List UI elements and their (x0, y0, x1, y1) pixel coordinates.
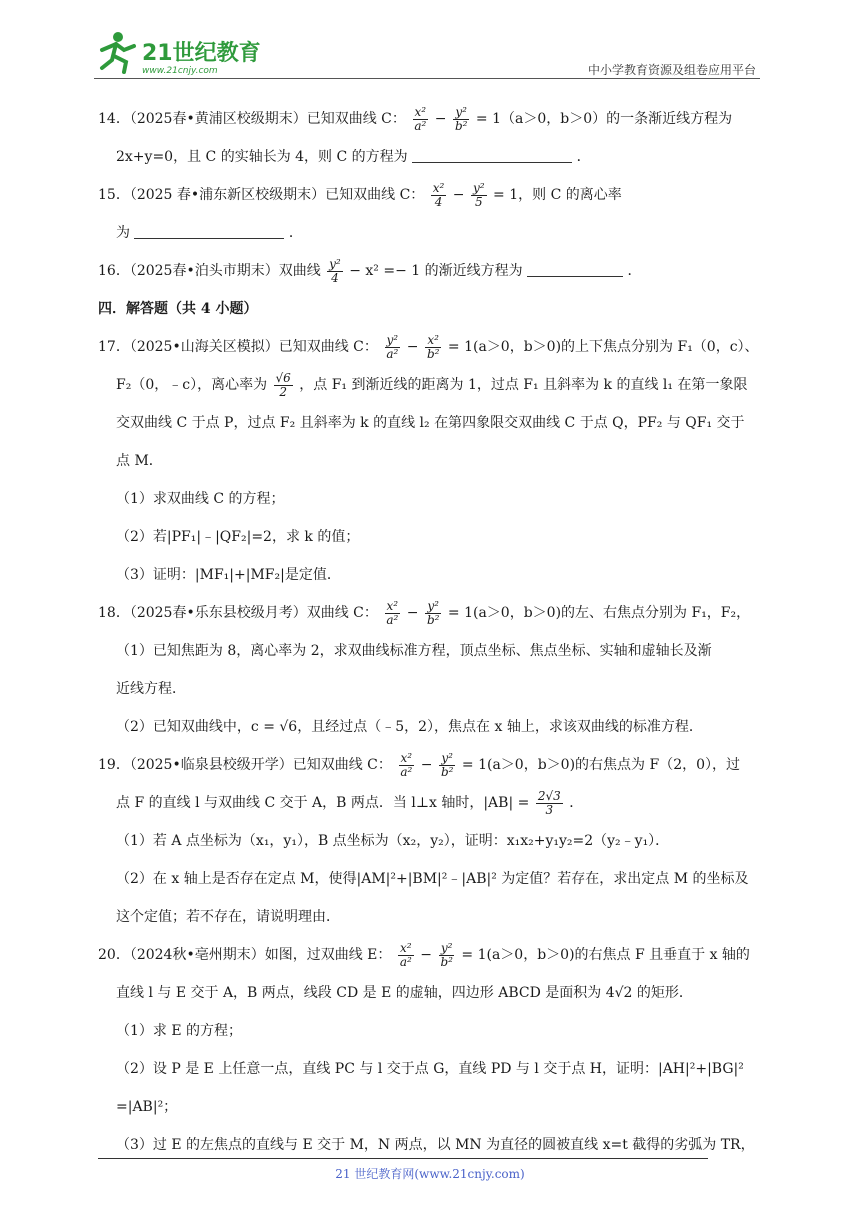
platform-label: 中小学教育资源及组卷应用平台 (587, 63, 756, 77)
question-19-cont: 点 F 的直线 l 与双曲线 C 交于 A，B 两点．当 l⊥x 轴时，|AB| = $\frac{2√3}{3}$ ． (116, 788, 584, 817)
sub-question: （1）求 E 的方程； (116, 1023, 243, 1039)
site-logo (94, 28, 264, 76)
sub-question: （3）过 E 的左焦点的直线与 E 交于 M，N 两点，以 MN 为直径的圆被直线 x=t 截得的劣弧为 TR， (116, 1137, 755, 1153)
question-20: 20．（2024秋•亳州期末）如图，过双曲线 E： $\frac{\text{x²}}{\text{a²}}$ − $\frac{\text{y²}}{\text{b²}}$ = 1(a＞0，b＞0)的右焦点 F 且垂直于 x 轴的 (98, 940, 750, 969)
section-heading: 四．解答题（共 4 小题） (98, 301, 258, 317)
question-14-cont: 2x+y=0，且 C 的实轴长为 4，则 C 的方程为 ． (116, 149, 591, 165)
question-14: 14．（2025春•黄浦区校级期末）已知双曲线 C： $\frac{\text{x²}}{\text{a²}}$ − $\frac{\text{y²}}{\text{b²}}$ = 1（a＞0，b＞0）的一条渐近线方程为 (98, 104, 733, 133)
fraction: $\frac{\text{x²}}{\text{b²}}$ (426, 332, 440, 361)
fraction: $\frac{\text{y²}}{4}$ (329, 256, 341, 285)
fraction: $\frac{\text{x²}}{4}$ (432, 180, 445, 209)
sub-question: （1）若 A 点坐标为（x₁，y₁），B 点坐标为（x₂，y₂），证明：x₁x₂+y₁y₂=2（y₂﹣y₁）． (116, 833, 670, 849)
header-divider (94, 78, 760, 79)
fraction: $\frac{\text{y²}}{\text{b²}}$ (440, 750, 454, 779)
fraction: $\frac{\text{y²}}{\text{b²}}$ (440, 940, 453, 969)
sub-question: （2）设 P 是 E 上任意一点，直线 PC 与 l 交于点 G，直线 PD 与 l 交于点 H，证明：|AH|²+|BG|² (116, 1061, 744, 1077)
fraction: $\frac{\text{x²}}{\text{a²}}$ (399, 940, 412, 969)
question-17: 17．（2025•山海关区模拟）已知双曲线 C： $\frac{\text{y²}}{\text{a²}}$ − $\frac{\text{x²}}{\text{b²}}$ = 1(a＞0，b＞0)的上下焦点分别为 F₁（0，c）、 (98, 332, 759, 361)
sub-question-cont: =|AB|²； (116, 1099, 178, 1115)
question-15-cont: 为 ． (116, 225, 303, 241)
question-15: 15．（2025 春•浦东新区校级期末）已知双曲线 C： $\frac{\text{x²}}{4}$ − $\frac{\text{y²}}{5}$ = 1，则 C 的离心率 (98, 180, 622, 209)
sub-question-cont: 这个定值；若不存在，请说明理由． (116, 909, 340, 925)
svg-text:21世纪教育: 21世纪教育 (142, 41, 261, 66)
question-17-cont: 点 M． (116, 453, 163, 469)
fraction: $\frac{\text{y²}}{\text{b²}}$ (454, 104, 468, 133)
sub-question: （1）已知焦距为 8，离心率为 2，求双曲线标准方程，顶点坐标、焦点坐标、实轴和虚轴长及渐 (116, 643, 712, 659)
page-footer: 21 世纪教育网(www.21cnjy.com) (335, 1167, 525, 1181)
sub-question: （2）已知双曲线中，c = √6，且经过点（﹣5，2），焦点在 x 轴上，求该双曲线的标准方程． (116, 719, 703, 735)
sub-question-cont: 近线方程． (116, 681, 186, 697)
question-16: 16．（2025春•泊头市期末）双曲线 $\frac{\text{y²}}{4}$ − x² =− 1 的渐近线方程为 ． (98, 256, 642, 285)
fraction: $\frac{\text{x²}}{\text{a²}}$ (414, 104, 427, 133)
page-header (94, 28, 760, 78)
fraction: $\frac{\text{y²}}{\text{a²}}$ (386, 332, 399, 361)
answer-blank[interactable] (134, 224, 284, 239)
sub-question: （2）若|PF₁|﹣|QF₂|=2，求 k 的值； (116, 529, 360, 545)
answer-blank[interactable] (412, 148, 572, 163)
question-17-cont: F₂（0，﹣c），离心率为 $\frac{√6}{2}$ ，点 F₁ 到渐近线的距离为 1，过点 F₁ 且斜率为 k 的直线 l₁ 在第一象限 (116, 370, 748, 399)
fraction: $\frac{2√3}{3}$ (537, 788, 561, 817)
runner-icon (102, 32, 134, 72)
fraction: $\frac{\text{x²}}{\text{a²}}$ (400, 750, 413, 779)
svg-text:www.21cnjy.com: www.21cnjy.com (142, 66, 218, 76)
fraction: $\frac{\text{x²}}{\text{a²}}$ (386, 598, 399, 627)
sub-question: （3）证明：|MF₁|+|MF₂|是定值． (116, 567, 341, 583)
document-body (98, 100, 764, 1164)
answer-blank[interactable] (527, 262, 623, 277)
footer-divider (98, 1158, 708, 1159)
fraction: $\frac{\text{y²}}{\text{b²}}$ (426, 598, 440, 627)
fraction: $\frac{\text{y²}}{5}$ (472, 180, 485, 209)
question-17-cont: 交双曲线 C 于点 P，过点 F₂ 且斜率为 k 的直线 l₂ 在第四象限交双曲线 C 于点 Q，PF₂ 与 QF₁ 交于 (116, 415, 745, 431)
sub-question: （1）求双曲线 C 的方程； (116, 491, 285, 507)
question-19: 19．（2025•临泉县校级开学）已知双曲线 C： $\frac{\text{x²}}{\text{a²}}$ − $\frac{\text{y²}}{\text{b²}}$ = 1(a＞0，b＞0)的右焦点为 F（2，0），过 (98, 750, 741, 779)
fraction: $\frac{√6}{2}$ (275, 370, 291, 399)
question-20-cont: 直线 l 与 E 交于 A，B 两点，线段 CD 是 E 的虚轴，四边形 ABCD 是面积为 4√2 的矩形． (116, 985, 693, 1001)
question-18: 18．（2025春•乐东县校级月考）双曲线 C： $\frac{\text{x²}}{\text{a²}}$ − $\frac{\text{y²}}{\text{b²}}$ = 1(a＞0，b＞0)的左、右焦点分别为 F₁，F₂， (98, 598, 751, 627)
sub-question: （2）在 x 轴上是否存在定点 M，使得|AM|²+|BM|²﹣|AB|² 为定值？若存在，求出定点 M 的坐标及 (116, 871, 749, 887)
